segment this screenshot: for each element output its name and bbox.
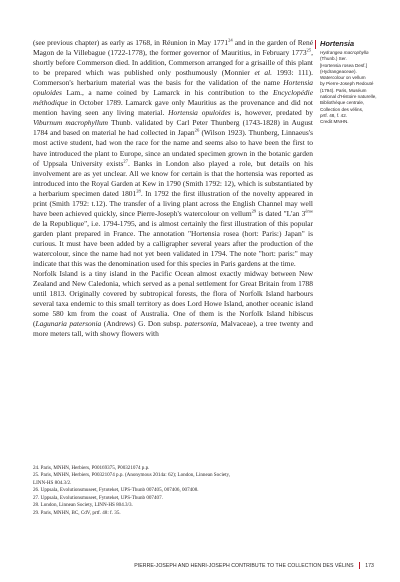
- text-run: , Malvaceae), a tree twenty and more meters tall, with showy flowers with: [33, 319, 314, 339]
- caption-line: (Thunb.) Ser.: [320, 56, 347, 62]
- text-run-italic: et al.: [254, 68, 273, 78]
- text-run: is dated "L'an 3: [256, 208, 306, 218]
- caption-line: Bibliothèque centrale,: [320, 100, 365, 106]
- caption-line: national d'Histoire naturelle,: [320, 94, 377, 100]
- footnote-ref-24: 24: [228, 37, 233, 43]
- caption-title: Hortensia: [320, 39, 355, 48]
- footnote-26: 26. Uppsala, Evolutionsmuseet, Fytoteket, UPS-Thunb 007405, 007406, 007408.: [33, 487, 199, 494]
- footnote-25: 25. Paris, MNHN, Herbiers, P00321074 p.p. (Anonymous 2014a: 62); London, Linnean Society,: [33, 472, 231, 479]
- text-run-italic: patersonia: [184, 319, 217, 329]
- text-run-italic: Hortensia opuloides: [33, 78, 313, 98]
- footnote-25-continued: LINN-HS 804.3/2.: [33, 479, 72, 486]
- text-run: (Wilson 1923). Thunberg, Linnaeus's most active student, had won the race for the name and seems also to have been the first to have introduced the plant to Europe, since an undated specimen grown in the botanic garden of Uppsala University exists: [33, 128, 313, 168]
- text-run: Thunb. validated by Carl Peter Thunberg (1743-1828) in August 1784 and based on material he had collected in Japan: [33, 118, 313, 138]
- caption-line: Credit MNHN.: [320, 119, 349, 125]
- footnote-24: 24. Paris, MNHN, Herbiers, P00169375, P00321074 p.p.: [33, 465, 150, 471]
- figure-caption: [320, 39, 390, 126]
- text-run-italic: Lagunaria patersonia: [35, 319, 102, 329]
- caption-line: Hydrangea macrophylla: [320, 50, 369, 55]
- page-footer: [134, 562, 374, 569]
- body-text: [33, 38, 313, 339]
- text-run: and in the garden of René Magon de la Villebague (1722-1778), the former governor of Mauritius, in February 1773: [33, 38, 314, 58]
- text-run: . Banks in London also played a role, but details on his involvement are as yet unclear. All we know for certain is that the hortensia was reported as introduced into the Royal Garden at Kew in 1790 (Smith 1792: 12), which is substantiated by a herbarium specimen dated 1801: [33, 158, 313, 198]
- caption-line: (Hydrangeaceae).: [320, 68, 357, 74]
- caption-line: prtf. 48, f. 42.: [320, 112, 348, 118]
- text-run-italic: Encyclopédie méthodique: [33, 88, 313, 108]
- text-run: de la Republique", i.e. 1794-1795, and is almost certainly the first illustration of this popular garden plant prepared in France. The annotation "Hortensia rosea (hort: Paris:) Japan" is curious. It must have been added by a calligrapher several years after the production of the watercolour, since the name had not yet been validated in 1794. The note "hort: paris:" may indicate that this was the denomination used for this species in Paris gardens at the time.: [33, 218, 313, 269]
- caption-body: [320, 50, 390, 126]
- text-run: 1993: 111). Commerson's herbarium material was the basis for the validation of the name: [33, 68, 313, 88]
- footnote-ref-27: 27: [123, 158, 128, 164]
- caption-marker: [315, 40, 316, 49]
- footer-divider: [359, 562, 361, 569]
- footnote-ref-28: 28: [136, 188, 141, 194]
- page-number: 173: [365, 562, 374, 569]
- caption-line: [Hortensia rosea Desf.]: [320, 62, 367, 68]
- footnote-ref-29: 29: [251, 208, 257, 214]
- text-run-italic: Viburnum macrophyllum: [33, 118, 109, 128]
- caption-line: Watercolour on vellum: [320, 75, 366, 81]
- footnotes: [33, 465, 313, 517]
- footnote-27: 27. Uppsala, Evolutionsmuseet, Fytoteket, UPS-Thunb 007407.: [33, 494, 163, 501]
- caption-line: (1794). Paris, Muséum: [320, 87, 367, 93]
- text-run-italic: Hortensia opuloides: [168, 108, 231, 118]
- footnote-ref-25: 25: [306, 47, 312, 53]
- footnote-ref-26: 26: [194, 127, 200, 133]
- text-run: is, however, predated by: [230, 108, 314, 118]
- text-run: Lam., a name coined by Lamarck in his contribution to the: [61, 88, 273, 98]
- text-run: . In 1792 the first illustration of the novelty appeared in print (Smith 1792: t.12). The transfer of a living plant across the English Channel may well have been achieved quickly, since Pierre-Joseph's watercolour on vellum: [33, 188, 314, 218]
- text-run: (see previous chapter) as early as 1768, in Réunion in May 1771: [33, 38, 229, 47]
- running-title: PIERRE-JOSEPH AND HENRI-JOSEPH CONTRIBUTE TO THE COLLECTION DES VÉLINS: [134, 562, 354, 569]
- caption-line: Collection des vélins,: [320, 106, 364, 112]
- footnote-28: 28. London, Linnean Society, LINN-HS 804.3/3.: [33, 502, 133, 509]
- caption-line: by Pierre-Joseph Redouté: [320, 81, 374, 87]
- paragraph-norfolk-island: [33, 269, 313, 339]
- text-run: in October 1789. Lamarck gave only Mauritius as the provenance and did not mention having seen any living material.: [33, 98, 313, 118]
- superscript-ordinal: ème: [305, 208, 313, 214]
- paragraph-hortensia: [33, 38, 313, 269]
- footnote-29: 29. Paris, MNHN, BC, CdV, prtf. 48: f. 35.: [33, 509, 121, 516]
- text-run: Norfolk Island is a tiny island in the Pacific Ocean almost exactly midway between New Zealand and New Caledonia, which served as a penal settlement for Great Britain from 1788 until 1813. Originally covered by subtropical forests, the flora of Norfolk Island harbours several taxa endemic to this small territory as does Lord Howe Island, another oceanic island some 580 km from the coast of Australia. One of them is the Norfolk Island hibiscus (: [33, 269, 313, 329]
- text-run: (Andrews) G. Don subsp.: [101, 319, 185, 329]
- text-run: , shortly before Commerson died. In addition, Commerson arranged for a grisaille of this plant to be prepared which was published only posthumously (Monnier: [33, 48, 313, 78]
